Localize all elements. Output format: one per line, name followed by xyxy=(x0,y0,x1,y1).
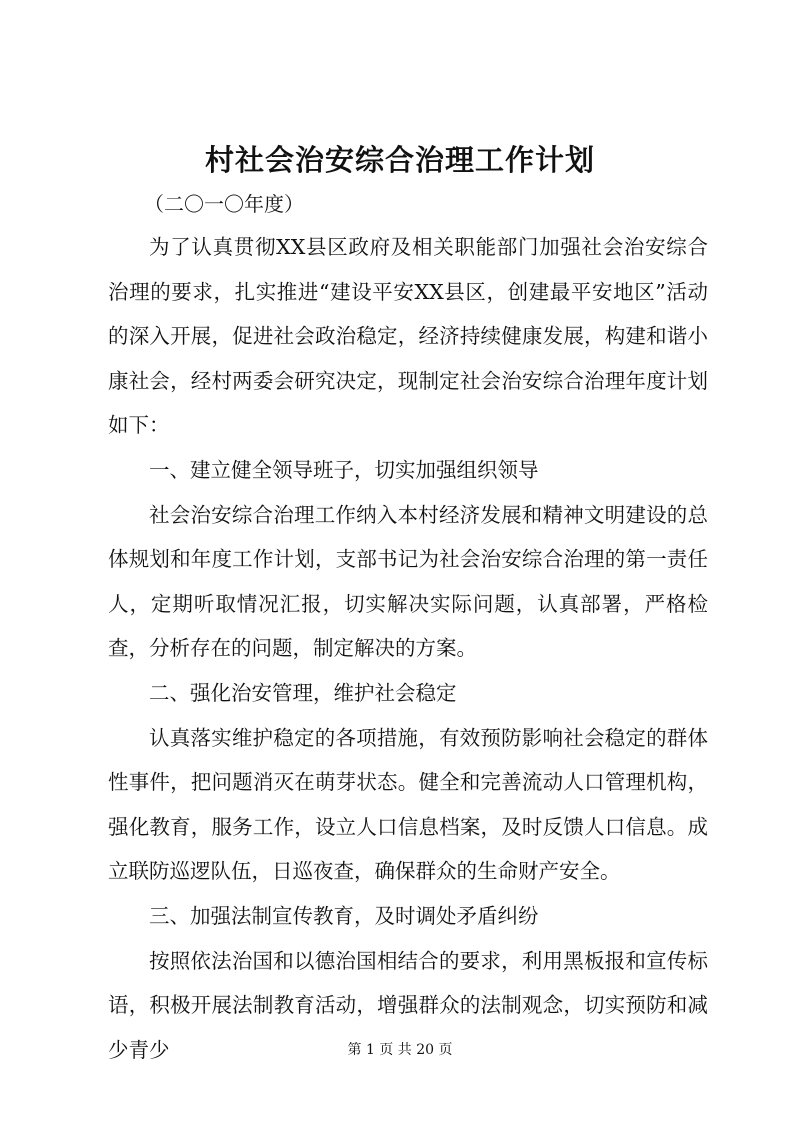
document-subtitle: （二〇一〇年度） xyxy=(144,192,304,216)
paragraph-intro: 为了认真贯彻XX县区政府及相关职能部门加强社会治安综合治理的要求，扎实推进“建设平安XX县区，创建最平安地区”活动的深入开展，促进社会政治稳定，经济持续健康发展，构建和谐小康社会，经村两委会研究决定，现制定社会治安综合治理年度计划如下： xyxy=(108,235,708,438)
section-heading-2: 二、强化治安管理，维护社会稳定 xyxy=(149,680,457,705)
paragraph-section-1: 社会治安综合治理工作纳入本村经济发展和精神文明建设的总体规划和年度工作计划，支部书记为社会治安综合治理的第一责任人，定期听取情况汇报，切实解决实际问题，认真部署，严格检查，分析存在的问题，制定解决的方案。 xyxy=(108,502,708,661)
paragraph-section-2: 认真落实维护稳定的各项措施，有效预防影响社会稳定的群体性事件，把问题消灭在萌芽状态。健全和完善流动人口管理机构，强化教育，服务工作，设立人口信息档案，及时反馈人口信息。成立联防巡逻队伍，日巡夜查，确保群众的生命财产安全。 xyxy=(108,725,708,884)
section-heading-1: 一、建立健全领导班子，切实加强组织领导 xyxy=(149,457,539,482)
paragraph-section-3: 按照依法治国和以德治国相结合的要求，利用黑板报和宣传标语，积极开展法制教育活动，增强群众的法制观念，切实预防和减少青少 xyxy=(108,948,708,1062)
page-footer: 第 1 页 共 20 页 xyxy=(347,1042,453,1058)
section-heading-3: 三、加强法制宣传教育，及时调处矛盾纠纷 xyxy=(149,903,539,928)
document-body xyxy=(108,225,708,1072)
document-title: 村社会治安综合治理工作计划 xyxy=(204,143,595,177)
